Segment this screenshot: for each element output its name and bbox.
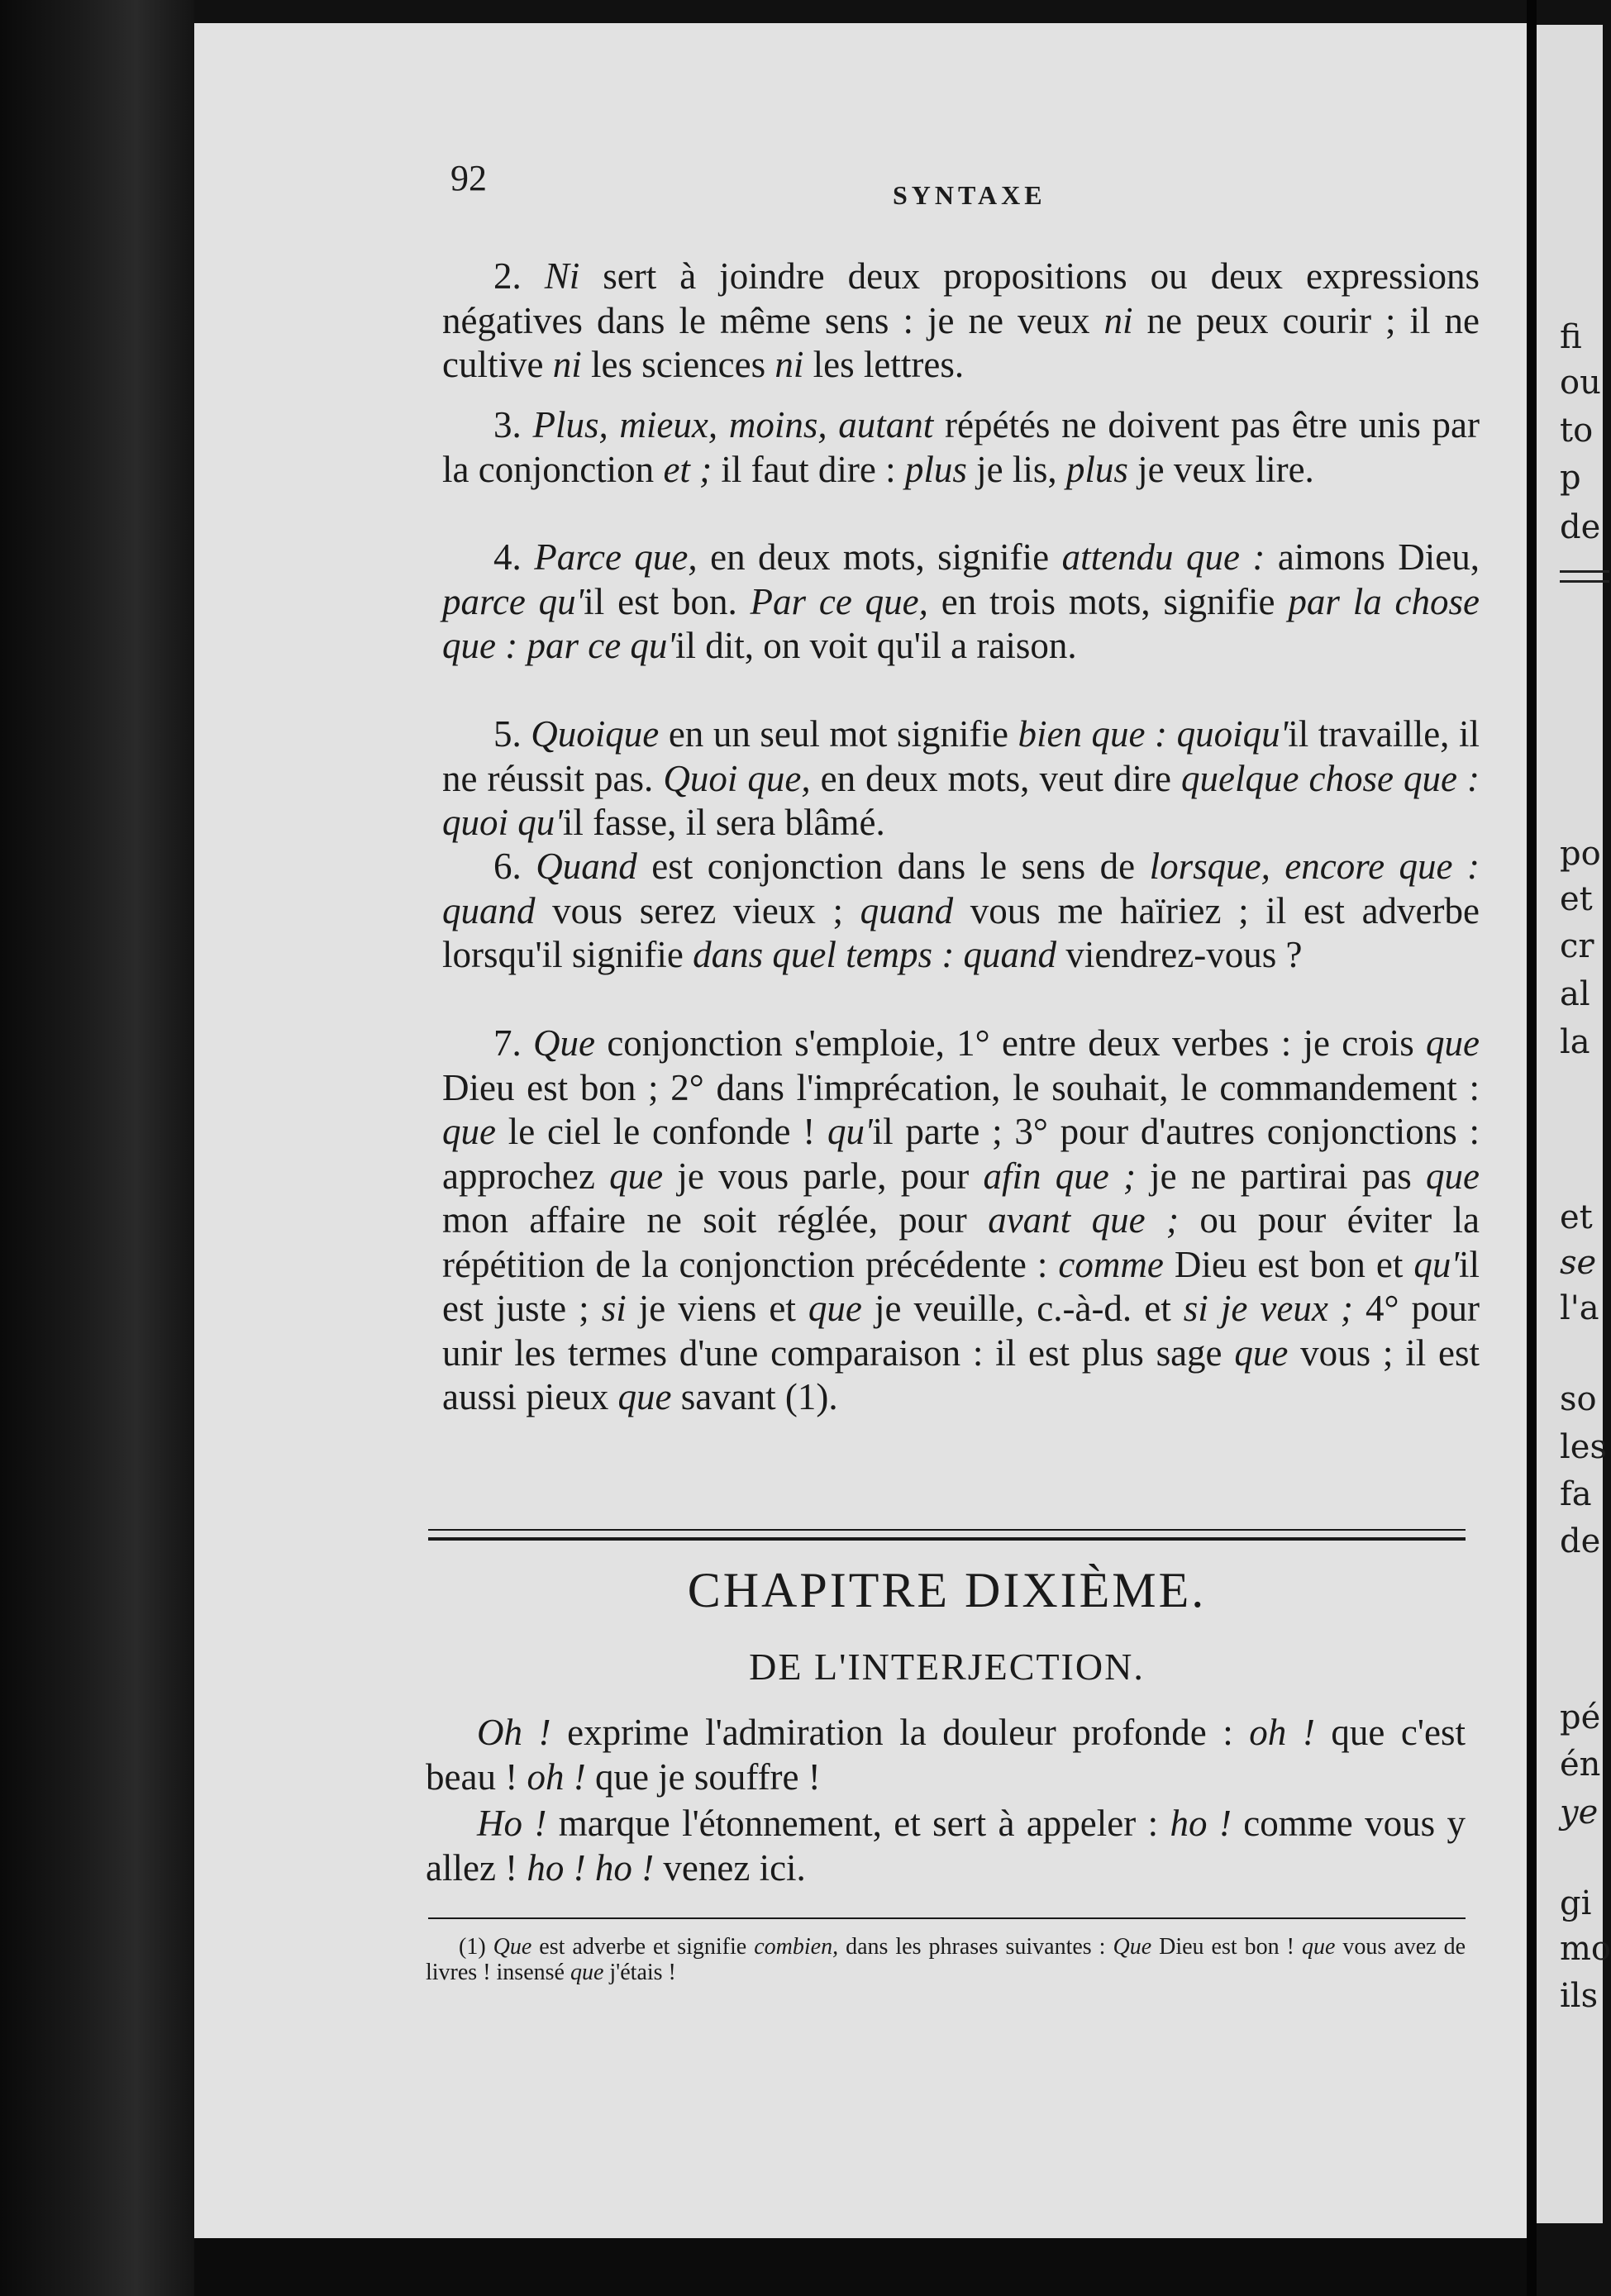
keyword: dans quel temps : quand bbox=[693, 934, 1057, 975]
keyword: attendu que : bbox=[1061, 536, 1265, 578]
keyword: quelque chose que : quoi qu' bbox=[442, 757, 1480, 843]
fragment-word: fi bbox=[1560, 318, 1582, 356]
paragraph-text: il fasse, il sera blâmé. bbox=[562, 802, 885, 843]
paragraph-text: vous me haïriez ; il est adverbe lorsqu'il signifie bbox=[442, 889, 1480, 975]
paragraph-text: viendrez-vous ? bbox=[1056, 934, 1303, 975]
paragraph-text: 4° pour unir les termes d'une comparaison : il est plus sage bbox=[442, 1288, 1480, 1374]
paragraph-text: mon affaire ne soit réglée, pour bbox=[442, 1199, 989, 1241]
paragraph-text: sert à joindre deux propositions ou deux expressions négatives dans le même sens : je ne veux bbox=[442, 255, 1480, 341]
footnote-text: dans les phrases suivantes : bbox=[838, 1934, 1113, 1960]
rule-paragraph-2 bbox=[442, 255, 1480, 388]
rule-paragraph-3 bbox=[442, 403, 1480, 492]
section-rule-thick bbox=[428, 1537, 1466, 1541]
paragraph-text: répétés ne doivent pas être unis par la conjonction bbox=[442, 404, 1480, 490]
paragraph-text: je lis, bbox=[966, 448, 1066, 490]
fragment-word: ye bbox=[1560, 1793, 1599, 1832]
rule-paragraph-4 bbox=[442, 536, 1480, 669]
paragraph-text: en trois mots, signifie bbox=[927, 580, 1289, 622]
interjection-oh bbox=[426, 1711, 1466, 1799]
paragraph-text: vous serez vieux ; bbox=[535, 889, 860, 931]
fragment-word: al bbox=[1560, 975, 1590, 1013]
fragment-rule bbox=[1560, 580, 1609, 583]
footnote-text: est adverbe et signifie bbox=[531, 1934, 755, 1960]
bottom-shadow bbox=[194, 2238, 1527, 2296]
paragraph-text: je veux lire. bbox=[1127, 448, 1314, 490]
keyword: comme bbox=[1058, 1243, 1164, 1285]
fragment-word: p bbox=[1560, 459, 1581, 497]
paragraph-text: en un seul mot signifie bbox=[659, 713, 1018, 755]
keyword: oh ! bbox=[1249, 1712, 1315, 1753]
section-rule-thin bbox=[428, 1529, 1466, 1531]
keyword: par la chose que : par ce qu' bbox=[442, 580, 1480, 666]
paragraph-text: les sciences bbox=[581, 344, 775, 385]
keyword: Quoique bbox=[531, 713, 660, 755]
rule-paragraph-5 bbox=[442, 712, 1480, 846]
keyword: que bbox=[1426, 1155, 1480, 1197]
paragraph-text: Dieu est bon ; 2° dans l'imprécation, le souhait, le commandement : bbox=[442, 1066, 1480, 1108]
fragment-word: én bbox=[1560, 1746, 1601, 1784]
keyword: si je veux ; bbox=[1183, 1288, 1353, 1329]
fragment-word: to bbox=[1560, 412, 1594, 450]
page-number: 92 bbox=[450, 158, 487, 198]
footnote-marker: (1) bbox=[459, 1934, 493, 1960]
keyword: combien, bbox=[754, 1934, 839, 1960]
paragraph-text: il est bon. bbox=[584, 580, 751, 622]
keyword: que bbox=[570, 1960, 604, 1985]
fragment-word: po bbox=[1560, 835, 1601, 873]
paragraph-text: je ne partirai pas bbox=[1135, 1155, 1427, 1197]
paragraph-number: 5. bbox=[493, 713, 531, 755]
footnote-text: Dieu est bon ! bbox=[1151, 1934, 1302, 1960]
keyword: si bbox=[601, 1288, 627, 1329]
fragment-word: so bbox=[1560, 1380, 1597, 1418]
interjection-ho bbox=[426, 1802, 1466, 1890]
paragraph-text: marque l'étonnement, et sert à appeler : bbox=[546, 1803, 1170, 1844]
paragraph-text: il parte ; 3° pour d'autres conjonctions : approchez bbox=[442, 1111, 1480, 1197]
keyword: que bbox=[1426, 1022, 1480, 1064]
paragraph-text: comme vous y allez ! bbox=[426, 1803, 1466, 1889]
fragment-word: mo bbox=[1560, 1930, 1611, 1968]
keyword: Oh ! bbox=[477, 1712, 551, 1753]
fragment-word: ils bbox=[1560, 1977, 1599, 2015]
paragraph-text: que c'est beau ! bbox=[426, 1712, 1466, 1798]
fragment-word: de bbox=[1560, 508, 1601, 546]
paragraph-text: en deux mots, veut dire bbox=[810, 757, 1181, 799]
paragraph-text: est conjonction dans le sens de bbox=[636, 846, 1150, 887]
paragraph-text: exprime l'admiration la douleur profonde : bbox=[551, 1712, 1250, 1753]
keyword: afin que ; bbox=[983, 1155, 1136, 1197]
keyword: plus bbox=[904, 448, 967, 490]
chapter-subtitle: DE L'INTERJECTION. bbox=[749, 1646, 1145, 1688]
paragraph-text: je vous parle, pour bbox=[663, 1155, 984, 1197]
keyword: avant que ; bbox=[988, 1199, 1179, 1241]
keyword: Que bbox=[1113, 1934, 1152, 1960]
keyword: Ho ! bbox=[477, 1803, 547, 1844]
fragment-word: pé bbox=[1560, 1698, 1601, 1736]
keyword: Plus, mieux, moins, autant bbox=[532, 404, 934, 445]
paragraph-text: il faut dire : bbox=[712, 448, 905, 490]
paragraph-number: 6. bbox=[493, 846, 536, 887]
rule-paragraph-7 bbox=[442, 1022, 1480, 1420]
keyword: quand bbox=[860, 889, 954, 931]
fragment-word: fa bbox=[1560, 1475, 1592, 1513]
paragraph-number: 3. bbox=[493, 404, 533, 445]
keyword: que bbox=[1301, 1934, 1336, 1960]
keyword: Quoi que, bbox=[663, 757, 811, 799]
running-title: SYNTAXE bbox=[893, 180, 1046, 210]
keyword: ni bbox=[552, 344, 582, 385]
keyword: lorsque, encore que : quand bbox=[442, 846, 1480, 931]
fragment-word: et bbox=[1560, 880, 1593, 918]
paragraph-text: venez ici. bbox=[654, 1846, 806, 1889]
footnote-rule bbox=[428, 1917, 1466, 1919]
paragraph-text: le ciel le confonde ! bbox=[495, 1111, 827, 1152]
keyword: Ni bbox=[544, 255, 580, 297]
paragraph-text: je veuille, c.-à-d. et bbox=[861, 1288, 1184, 1329]
rule-paragraph-6 bbox=[442, 845, 1480, 978]
keyword: ho ! ho ! bbox=[527, 1846, 655, 1889]
fragment-word: la bbox=[1560, 1023, 1590, 1061]
fragment-word: se bbox=[1560, 1244, 1597, 1282]
keyword: ho ! bbox=[1170, 1803, 1232, 1844]
paragraph-text: Dieu est bon et bbox=[1163, 1243, 1414, 1285]
keyword: ni bbox=[1103, 299, 1133, 341]
fragment-word: l'a bbox=[1560, 1289, 1599, 1327]
paragraph-text: il travaille, il ne réussit pas. bbox=[442, 713, 1480, 799]
chapter-title: CHAPITRE DIXIÈME. bbox=[687, 1563, 1207, 1617]
fragment-word: et bbox=[1560, 1198, 1593, 1236]
paragraph-number: 2. bbox=[493, 255, 545, 297]
keyword: qu' bbox=[1413, 1243, 1459, 1285]
keyword: Que bbox=[533, 1022, 596, 1064]
paragraph-number: 4. bbox=[493, 536, 535, 578]
keyword: plus bbox=[1065, 448, 1128, 490]
paragraph-number: 7. bbox=[493, 1022, 534, 1064]
keyword: parce qu' bbox=[442, 580, 584, 622]
keyword: que bbox=[808, 1288, 862, 1329]
footnote bbox=[426, 1934, 1466, 1985]
fragment-word: ou bbox=[1560, 364, 1601, 402]
fragment-rule bbox=[1560, 570, 1609, 573]
paragraph-text: aimons Dieu, bbox=[1265, 536, 1480, 578]
paragraph-text: en deux mots, signifie bbox=[697, 536, 1062, 578]
page-gutter bbox=[1527, 0, 1537, 2296]
keyword: Que bbox=[493, 1934, 532, 1960]
keyword: que bbox=[1234, 1331, 1289, 1374]
keyword: et ; bbox=[663, 448, 713, 490]
keyword: qu' bbox=[827, 1111, 873, 1152]
footnote-text: vous avez de livres ! insensé bbox=[426, 1934, 1466, 1985]
paragraph-text: il dit, on voit qu'il a raison. bbox=[675, 625, 1077, 666]
footnote-text: j'étais ! bbox=[603, 1960, 676, 1985]
keyword: bien que : quoiqu' bbox=[1018, 713, 1289, 755]
fragment-word: les bbox=[1560, 1428, 1607, 1466]
adjacent-page-fragment bbox=[1537, 25, 1611, 2223]
keyword: ni bbox=[775, 344, 804, 385]
book-spine bbox=[0, 0, 194, 2296]
fragment-word: de bbox=[1560, 1522, 1601, 1560]
keyword: oh ! bbox=[527, 1755, 586, 1798]
keyword: que bbox=[609, 1155, 664, 1197]
paragraph-text: ou pour éviter la répétition de la conjonction précédente : bbox=[442, 1199, 1480, 1285]
paragraph-text: il est juste ; bbox=[442, 1243, 1480, 1329]
paragraph-text: conjonction s'emploie, 1° entre deux verbes : je crois bbox=[595, 1022, 1427, 1064]
paragraph-text: les lettres. bbox=[803, 344, 965, 385]
paragraph-text: je viens et bbox=[626, 1288, 808, 1329]
keyword: Quand bbox=[536, 846, 637, 887]
paragraph-text: que je souffre ! bbox=[585, 1755, 821, 1798]
paragraph-text: savant (1). bbox=[671, 1376, 838, 1417]
fragment-word: gi bbox=[1560, 1884, 1592, 1922]
fragment-word: cr bbox=[1560, 927, 1594, 965]
keyword: que bbox=[442, 1111, 496, 1152]
paragraph-text: ne peux courir ; il ne cultive bbox=[442, 299, 1480, 385]
keyword: que bbox=[617, 1376, 672, 1417]
keyword: Parce que, bbox=[534, 536, 698, 578]
paragraph-text: vous ; il est aussi pieux bbox=[442, 1331, 1480, 1417]
keyword: Par ce que, bbox=[750, 580, 928, 622]
